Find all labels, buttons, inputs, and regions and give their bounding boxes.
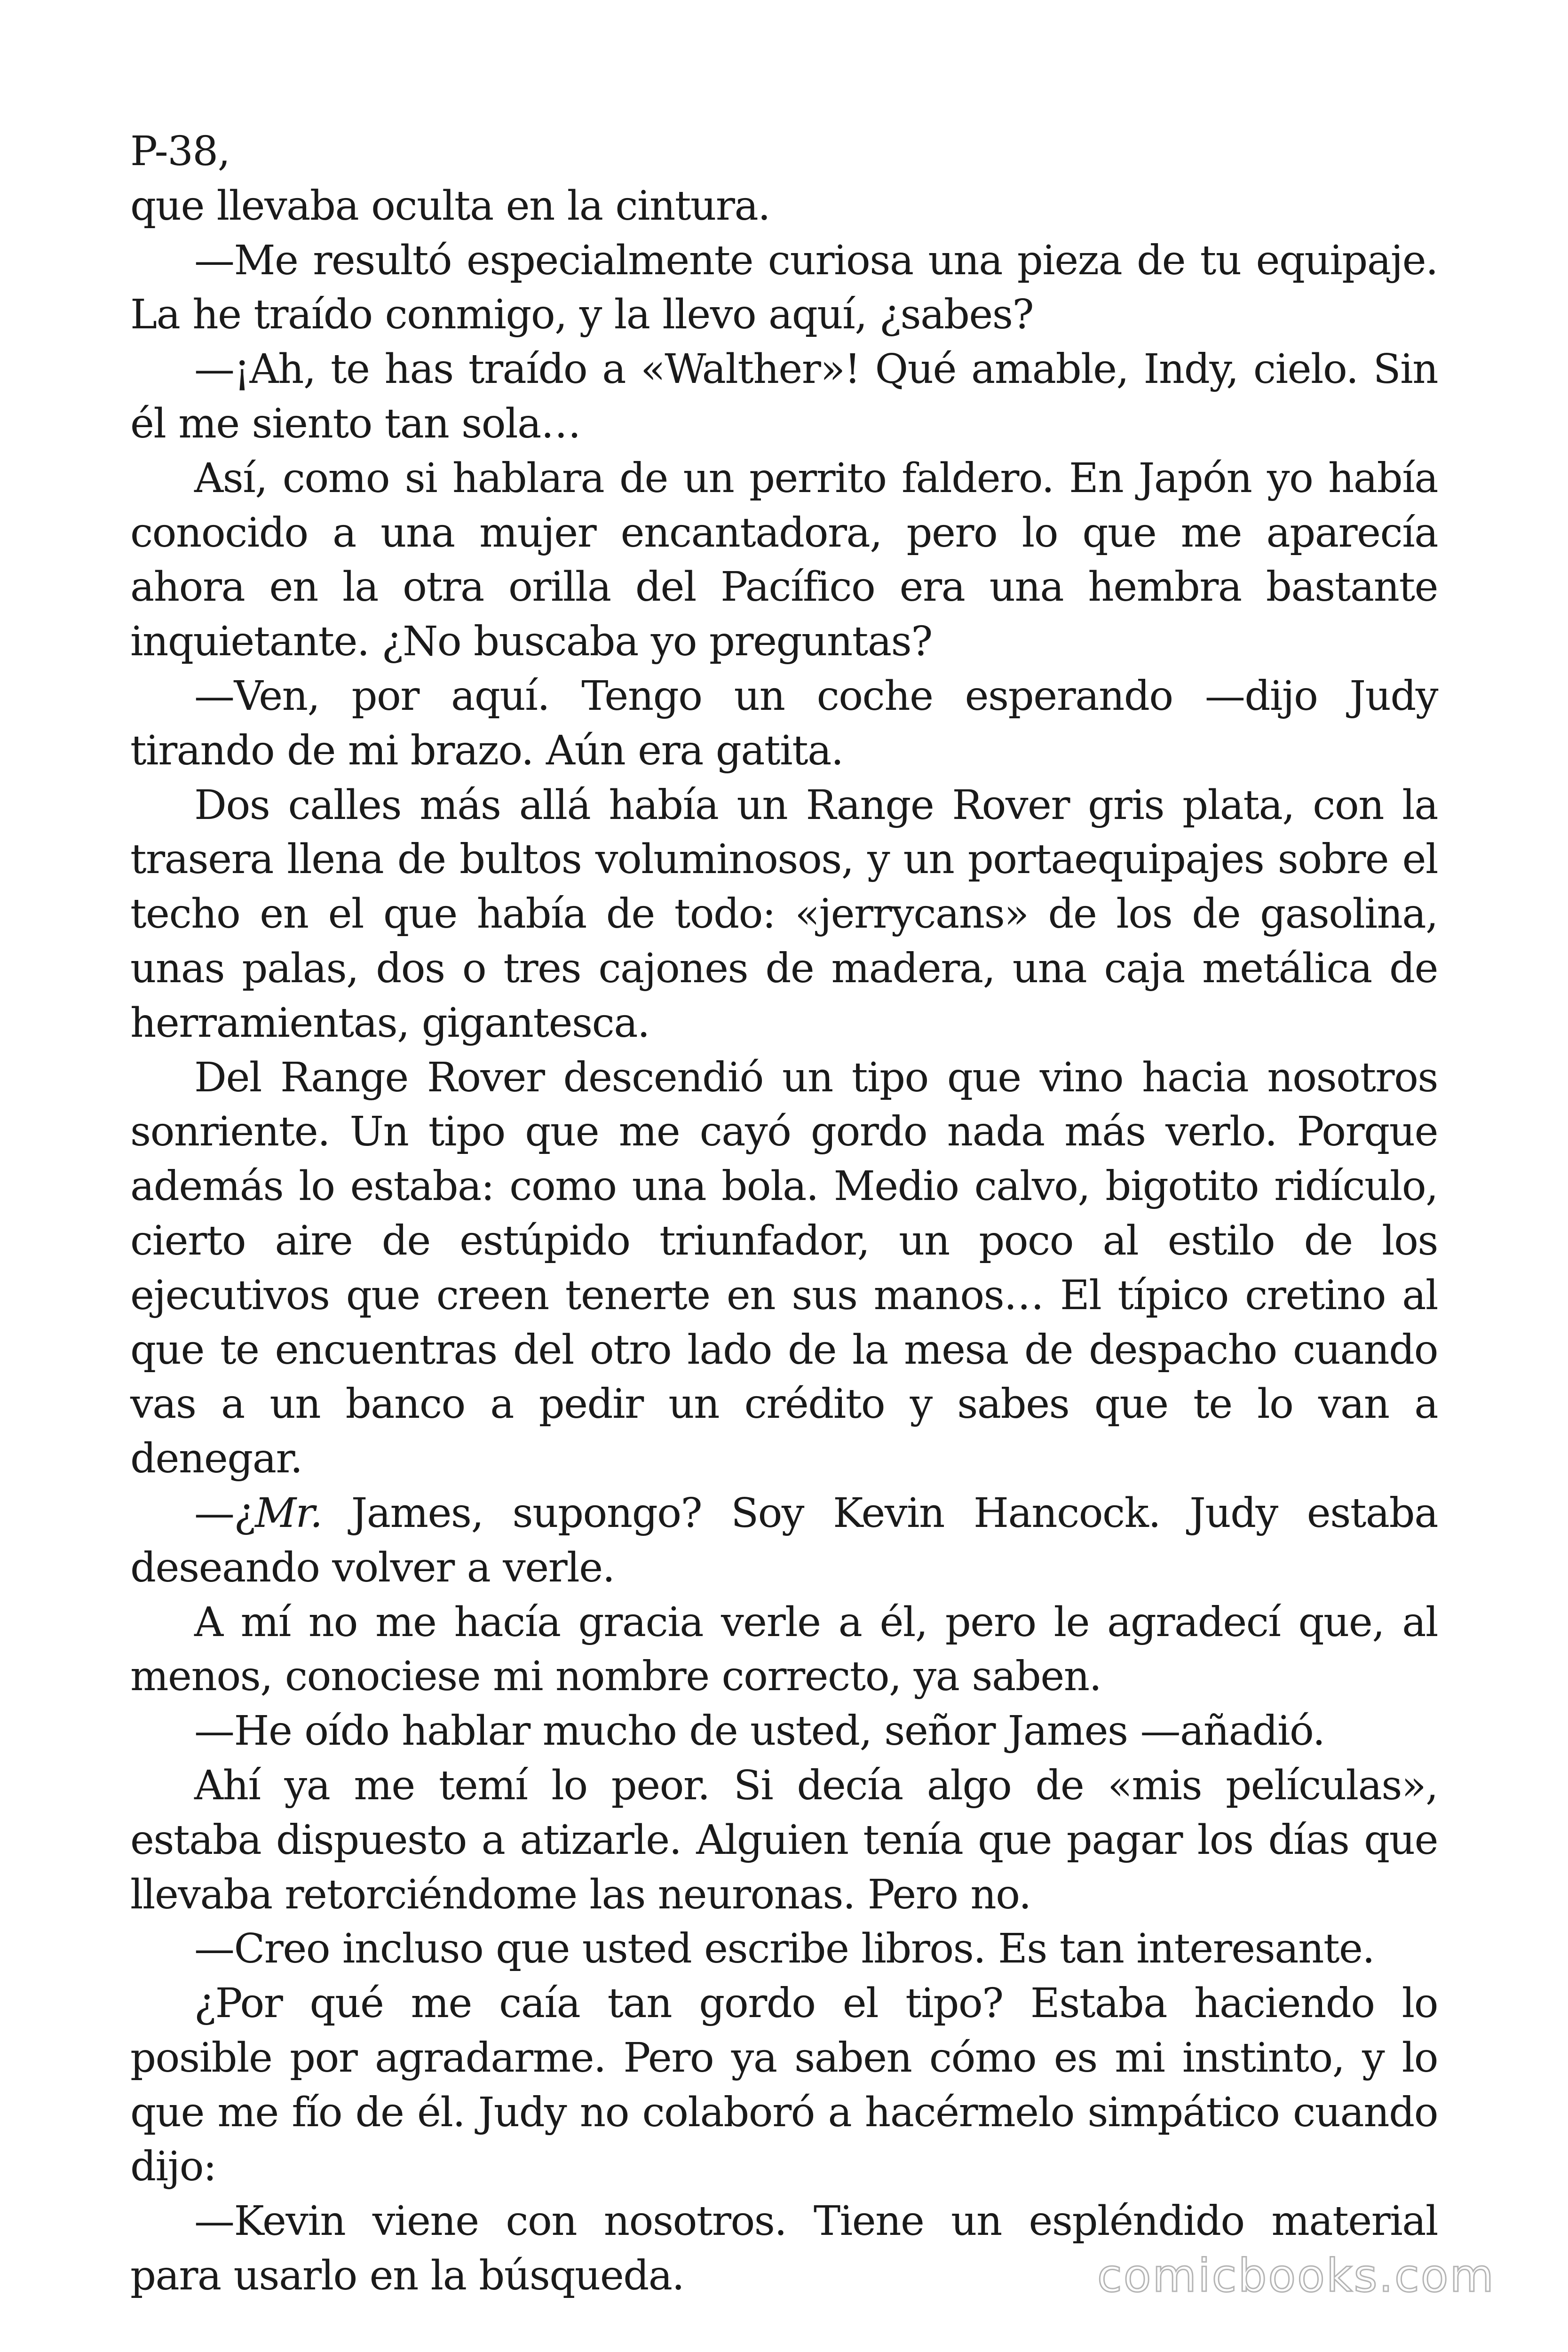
paragraph-11: —He oído hablar mucho de usted, señor James —añadió. — [194, 1708, 1325, 1755]
paragraph-10: A mí no me hacía gracia verle a él, pero le agradecí que, al menos, conociese mi nombre correcto, ya saben. — [130, 1598, 1438, 1700]
paragraph-9-emphasis: Mr. — [255, 1489, 322, 1537]
site-watermark: comicbooks.com — [1097, 2249, 1495, 2302]
paragraph-1: P-38, — [130, 128, 230, 175]
paragraph-6: —Ven, por aquí. Tengo un coche esperando —dijo Judy tirando de mi brazo. Aún era gatita. — [130, 672, 1438, 774]
paragraph-4: —¡Ah, te has traído a «Walther»! Qué amable, Indy, cielo. Sin él me siento tan sola… — [130, 346, 1438, 447]
paragraph-2: que llevaba oculta en la cintura. — [130, 182, 770, 230]
paragraph-7: Dos calles más allá había un Range Rover gris plata, con la trasera llena de bultos voluminosos, y un portaequipajes sobre el techo en el que había de todo: «jerrycans» de los de gasolina, unas palas, dos o tres cajones de madera, una caja metálica de herramientas, gigantesca. — [130, 781, 1438, 1047]
paragraph-13: —Creo incluso que usted escribe libros. Es tan interesante. — [194, 1925, 1375, 1973]
paragraph-15: —Kevin viene con nosotros. Tiene un espléndido material para usarlo en la búsqueda. — [130, 2198, 1438, 2300]
paragraph-8: Del Range Rover descendió un tipo que vino hacia nosotros sonriente. Un tipo que me cayó gordo nada más verlo. Porque además lo estaba: como una bola. Medio calvo, bigotito ridículo, cierto aire de estúpido triunfador, un poco al estilo de los ejecutivos que creen tenerte en sus manos… El típico cretino al que te encuentras del otro lado de la mesa de despacho cuando vas a un banco a pedir un crédito y sabes que te lo van a denegar. — [130, 1054, 1438, 1483]
paragraph-9 — [130, 1486, 1438, 1596]
paragraph-12: Ahí ya me temí lo peor. Si decía algo de «mis películas», estaba dispuesto a atizarle. Alguien tenía que pagar los días que llevaba retorciéndome las neuronas. Pero no. — [130, 1762, 1438, 1918]
paragraph-5: Así, como si hablara de un perrito faldero. En Japón yo había conocido a una mujer encantadora, pero lo que me aparecía ahora en la otra orilla del Pacífico era una hembra bastante inquietante. ¿No buscaba yo preguntas? — [130, 454, 1438, 666]
paragraph-14: ¿Por qué me caía tan gordo el tipo? Estaba haciendo lo posible por agradarme. Pero ya saben cómo es mi instinto, y lo que me fío de él. Judy no colaboró a hacérmelo simpático cuando dijo: — [130, 1980, 1438, 2191]
paragraph-9-prefix: —¿ — [194, 1489, 255, 1537]
paragraph-3: —Me resultó especialmente curiosa una pieza de tu equipaje. La he traído conmigo, y la llevo aquí, ¿sabes? — [130, 237, 1438, 339]
body-text — [130, 125, 1438, 2304]
paragraph-9-rest: James, supongo? Soy Kevin Hancock. Judy estaba deseando volver a verle. — [130, 1489, 1438, 1591]
